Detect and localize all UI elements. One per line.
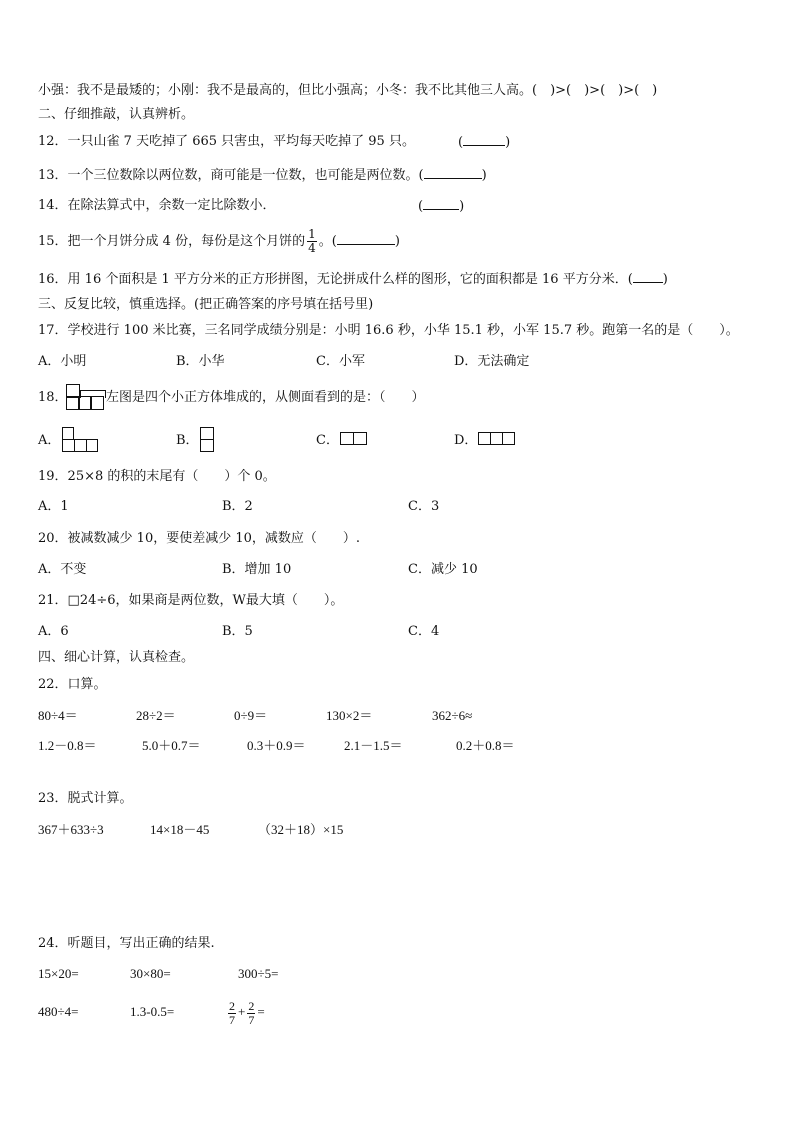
answer-blank[interactable] [424,166,482,179]
answer-14-parens: ( ) [418,199,465,214]
question-14-text: 14．在除法算式中，余数一定比除数小． [38,198,276,213]
question-12 [38,133,415,151]
calc-item: 0.3＋0.9＝ [247,738,306,753]
calc-item: 130×2＝ [326,708,373,723]
question-13: 13．一个三位数除以两位数，商可能是一位数，也可能是两位数。( ) [38,168,487,183]
calc-item: 1.2－0.8＝ [38,738,97,753]
fraction-two-sevenths [228,1000,236,1027]
q17-option-d[interactable]: D．无法确定 [454,354,530,369]
q18-option-d[interactable] [454,432,477,450]
q17-option-b[interactable]: B．小华 [176,354,225,369]
question-15-end: 。 [318,234,332,249]
calc-item: 15×20= [38,966,79,981]
expression-item: （32＋18）×15 [258,822,344,837]
fraction-numerator: 1 [308,227,316,241]
plus-sign: + [238,1004,246,1019]
answer-blank[interactable] [463,133,505,146]
calc-item: 2.1－1.5＝ [344,738,403,753]
section-4-heading: 四、细心计算，认真检查。 [38,650,195,665]
q18-option-d-figure [478,432,518,446]
calc-item: 300÷5= [238,966,279,981]
section-3-heading: 三、反复比较，慎重选择。(把正确答案的序号填在括号里) [38,297,374,312]
calc-item: 5.0＋0.7＝ [142,738,201,753]
q18-option-c-figure [340,432,370,446]
q20-option-a[interactable]: A．不变 [38,562,87,577]
stacked-cubes-figure [66,384,106,410]
fraction-numerator: 2 [229,998,235,1013]
calc-item: 1.3-0.5= [130,1004,175,1019]
calc-item: 362÷6≈ [432,708,473,723]
question-24: 24．听题目，写出正确的结果. [38,936,215,951]
q18-option-b[interactable] [176,432,199,450]
question-12-text: 12．一只山雀 7 天吃掉了 665 只害虫，平均每天吃掉了 95 只。 [38,134,415,149]
calc-item: 28÷2＝ [136,708,176,723]
calc-item: 30×80= [130,966,171,981]
q17-option-a[interactable]: A．小明 [38,354,87,369]
q18-option-a[interactable] [38,432,60,450]
q18-option-d-label: D． [454,433,478,448]
q21-option-b[interactable]: B．5 [222,624,253,639]
question-18-number: 18． [38,390,68,405]
question-16-text: 16．用 16 个面积是 1 平方分米的正方形拼图，无论拼成什么样的图形，它的面积都是 16 平方分米． [38,272,628,287]
q17-option-c[interactable]: C．小军 [316,354,365,369]
fraction-denominator: 7 [248,1012,255,1027]
question-13-text: 13．一个三位数除以两位数，商可能是一位数，也可能是两位数。 [38,168,419,183]
question-16: 16．用 16 个面积是 1 平方分米的正方形拼图，无论拼成什么样的图形，它的面积都是 16 平方分米．( ) [38,272,668,287]
q19-option-c[interactable]: C．3 [408,499,440,514]
question-19: 19．25×8 的积的末尾有（ ）个 0。 [38,469,276,484]
q18-option-b-figure [200,427,216,453]
q18-option-b-label: B． [176,433,199,448]
equals-sign: = [257,1004,265,1019]
fraction-denominator: 7 [229,1012,235,1027]
q18-option-a-label: A． [38,433,61,448]
fraction-one-quarter [307,228,317,255]
q19-option-b[interactable]: B．2 [222,499,253,514]
answer-blank[interactable] [423,197,459,210]
question-21: 21．□24÷6，如果商是两位数，W最大填（ ）。 [38,593,344,608]
calc-item: 0.2＋0.8＝ [456,738,515,753]
question-18-text: 左图是四个小正方体堆成的，从侧面看到的是：（ ） [106,390,425,405]
expression-item: 14×18－45 [150,822,210,837]
question-15: 15．把一个月饼分成 4 份，每份是这个月饼的 $\frac{1}{4}$ 。( ) [38,227,400,255]
fraction-sum [226,992,265,1032]
answer-blank[interactable] [633,270,663,283]
answer-blank[interactable] [337,232,395,245]
calc-item: 80÷4＝ [38,708,78,723]
calc-item: 0÷9＝ [234,708,268,723]
question-20: 20．被减数减少 10，要使差减少 10，减数应（ ）. [38,531,361,546]
question-22: 22．口算。 [38,677,107,692]
answer-12-parens: ( ) [458,135,511,150]
fraction-numerator: 2 [248,998,255,1013]
question-15-text: 15．把一个月饼分成 4 份，每份是这个月饼的 [38,234,306,249]
q21-option-c[interactable]: C．4 [408,624,440,639]
question-23: 23．脱式计算。 [38,791,133,806]
fraction-denominator: 4 [308,241,316,255]
intro-line: 小强：我不是最矮的；小刚：我不是最高的，但比小强高；小冬：我不比其他三人高。( )>( )>( )>( ) [38,83,658,98]
q20-option-c[interactable]: C．减少 10 [408,562,478,577]
q19-option-a[interactable]: A．1 [38,499,69,514]
question-14 [38,197,276,215]
section-2-heading: 二、仔细推敲，认真辨析。 [38,107,195,122]
question-17: 17．学校进行 100 米比赛，三名同学成绩分别是：小明 16.6 秒，小华 15.1 秒，小军 15.7 秒。跑第一名的是（ ）。 [38,323,739,338]
q18-option-c-label: C． [316,433,339,448]
calc-item: 480÷4= [38,1004,79,1019]
q21-option-a[interactable]: A．6 [38,624,69,639]
q18-option-a-figure [62,427,98,453]
q18-option-c[interactable] [316,432,339,450]
fraction-two-sevenths [247,1000,255,1027]
q20-option-b[interactable]: B．增加 10 [222,562,292,577]
expression-item: 367＋633÷3 [38,822,104,837]
